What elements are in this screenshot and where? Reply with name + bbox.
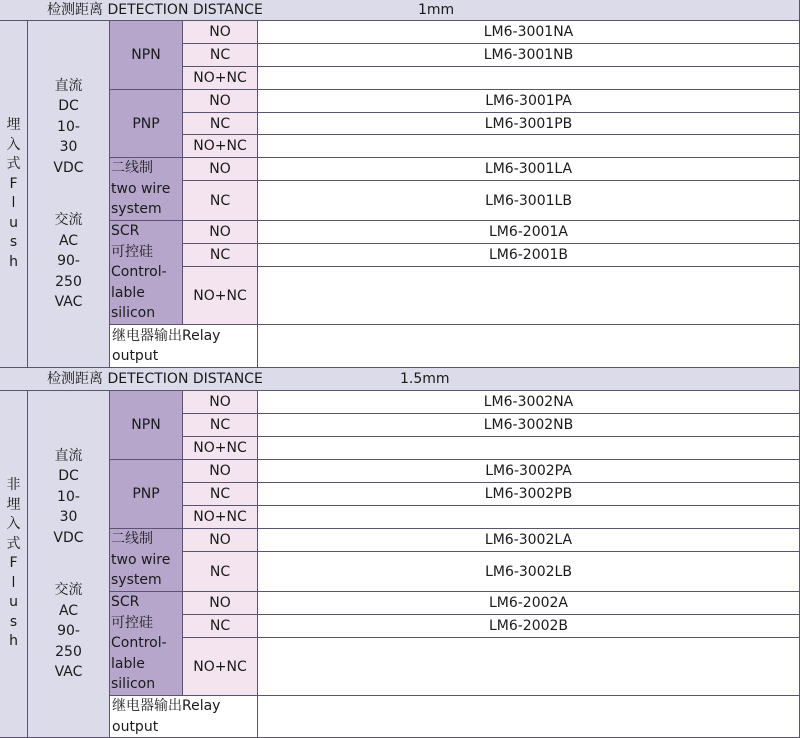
model-number: LM6-3002PB: [258, 483, 800, 506]
logic-nc: NC: [183, 244, 258, 267]
output-type-npn: NPN: [110, 21, 183, 90]
logic-no: NO: [183, 529, 258, 552]
output-type-pnp: PNP: [110, 90, 183, 158]
output-type-two-wire: 二线制 two wire system: [110, 158, 183, 221]
logic-no-nc: NO+NC: [183, 506, 258, 529]
model-number: LM6-3002PA: [258, 460, 800, 483]
ac-supply-label: 交流 AC 90- 250 VAC: [54, 212, 83, 310]
logic-no: NO: [183, 221, 258, 244]
model-number: LM6-2002A: [258, 592, 800, 615]
logic-nc: NC: [183, 552, 258, 592]
logic-nc: NC: [183, 483, 258, 506]
ac-supply-label: 交流 AC 90- 250 VAC: [54, 582, 83, 680]
model-number: LM6-3002NA: [258, 391, 800, 414]
logic-no: NO: [183, 90, 258, 113]
distance-value: 1mm: [418, 2, 455, 18]
model-number-empty: [258, 437, 800, 460]
logic-nc: NC: [183, 113, 258, 135]
output-type-scr: SCR 可控硅 Control- lable silicon: [110, 592, 183, 696]
logic-nc: NC: [183, 414, 258, 437]
logic-no-nc: NO+NC: [183, 437, 258, 460]
mount-type-flush: [0, 21, 28, 368]
logic-no-nc: NO+NC: [183, 67, 258, 90]
mount-type-label: 非 埋 入 式 F l u s h: [6, 477, 21, 650]
model-number: LM6-3001NB: [258, 44, 800, 67]
model-number: LM6-3001PB: [258, 113, 800, 135]
logic-no: NO: [183, 592, 258, 615]
model-number-empty: [258, 135, 800, 158]
power-supply-cell: [28, 21, 110, 368]
band-label: 检测距离 DETECTION DISTANCE: [47, 2, 263, 18]
model-number: LM6-3001PA: [258, 90, 800, 113]
band-label: 检测距离 DETECTION DISTANCE: [47, 371, 263, 387]
logic-no-nc: NO+NC: [183, 267, 258, 325]
distance-band-1: [0, 0, 800, 21]
model-number: LM6-3001LA: [258, 158, 800, 181]
model-number-empty: [258, 325, 800, 368]
logic-nc: NC: [183, 615, 258, 638]
output-type-pnp: PNP: [110, 460, 183, 529]
dc-supply-label: 直流 DC 10- 30 VDC: [53, 447, 84, 546]
dc-supply-label: 直流 DC 10- 30 VDC: [53, 77, 84, 176]
model-number: LM6-3002LB: [258, 552, 800, 592]
logic-nc: NC: [183, 181, 258, 221]
model-number-empty: [258, 506, 800, 529]
distance-value: 1.5mm: [400, 371, 450, 387]
model-number: LM6-3001NA: [258, 21, 800, 44]
logic-no: NO: [183, 391, 258, 414]
model-number: LM6-2001A: [258, 221, 800, 244]
output-type-relay: 继电器输出Relay output: [110, 325, 258, 368]
model-number-empty: [258, 67, 800, 90]
logic-no-nc: NO+NC: [183, 638, 258, 696]
output-type-npn: NPN: [110, 391, 183, 460]
model-number-empty: [258, 696, 800, 738]
power-supply-cell: [28, 391, 110, 738]
logic-no: NO: [183, 460, 258, 483]
model-number: LM6-3002LA: [258, 529, 800, 552]
logic-no-nc: NO+NC: [183, 135, 258, 158]
output-type-relay: 继电器输出Relay output: [110, 696, 258, 738]
model-number: LM6-3001LB: [258, 181, 800, 221]
mount-type-non-flush: [0, 391, 28, 738]
model-number-empty: [258, 638, 800, 696]
model-number: LM6-3002NB: [258, 414, 800, 437]
model-number: LM6-2002B: [258, 615, 800, 638]
distance-band-2: [0, 368, 800, 391]
model-number-empty: [258, 267, 800, 325]
output-type-two-wire: 二线制 two wire system: [110, 529, 183, 592]
logic-no: NO: [183, 158, 258, 181]
logic-no: NO: [183, 21, 258, 44]
output-type-scr: SCR 可控硅 Control- lable silicon: [110, 221, 183, 325]
mount-type-label: 埋 入 式 F l u s h: [6, 117, 21, 270]
model-number: LM6-2001B: [258, 244, 800, 267]
logic-nc: NC: [183, 44, 258, 67]
